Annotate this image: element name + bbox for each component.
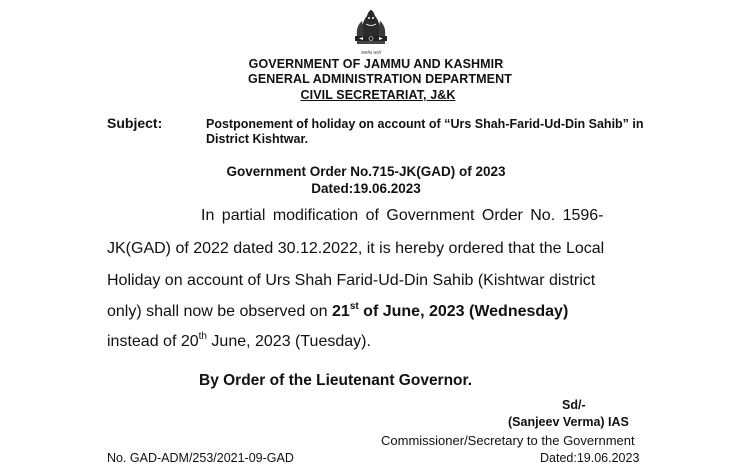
body-line-2: JK(GAD) of 2022 dated 30.12.2022, it is hereby ordered that the Local: [107, 240, 605, 257]
new-holiday-date: of June, 2023 (Wednesday): [358, 303, 569, 320]
body-line-4-text: only) shall now be observed on: [107, 303, 333, 320]
subject-text: Postponement of holiday on account of “Urs Shah-Farid-Ud-Din Sahib” in District Kishtwar.: [206, 117, 644, 146]
header-secretariat: CIVIL SECRETARIAT, J&K: [300, 88, 456, 102]
emblem-motto: सत्यमेव जयते: [361, 50, 381, 55]
body-line-1: In partial modification of Government Order No. 1596-: [201, 207, 604, 224]
header-government: GOVERNMENT OF JAMMU AND KASHMIR: [248, 57, 504, 71]
by-order-line: By Order of the Lieutenant Governor.: [199, 372, 473, 389]
reference-number: No. GAD-ADM/253/2021-09-GAD: [107, 451, 294, 465]
subject-label: Subject:: [107, 115, 163, 131]
state-emblem-icon: [349, 6, 393, 54]
old-holiday-prefix: instead of 20: [107, 333, 199, 350]
header-department: GENERAL ADMINISTRATION DEPARTMENT: [248, 72, 512, 86]
signature-sd: Sd/-: [562, 398, 586, 412]
signer-name: (Sanjeev Verma) IAS: [508, 415, 629, 429]
body-line-3: Holiday on account of Urs Shah Farid-Ud-Din Sahib (Kishtwar district: [107, 272, 596, 289]
new-holiday-day: 21: [332, 303, 350, 320]
body-line-4: [107, 303, 568, 321]
new-holiday-day-suffix: st: [349, 301, 359, 312]
signer-designation: Commissioner/Secretary to the Government: [381, 433, 635, 448]
old-holiday-date: June, 2023 (Tuesday).: [206, 333, 371, 350]
order-date: Dated:19.06.2023: [311, 181, 421, 196]
order-number: Government Order No.715-JK(GAD) of 2023: [226, 164, 506, 179]
signature-date: Dated:19.06.2023: [540, 451, 640, 465]
body-line-5: [107, 333, 371, 351]
old-holiday-day-suffix: th: [198, 331, 207, 342]
